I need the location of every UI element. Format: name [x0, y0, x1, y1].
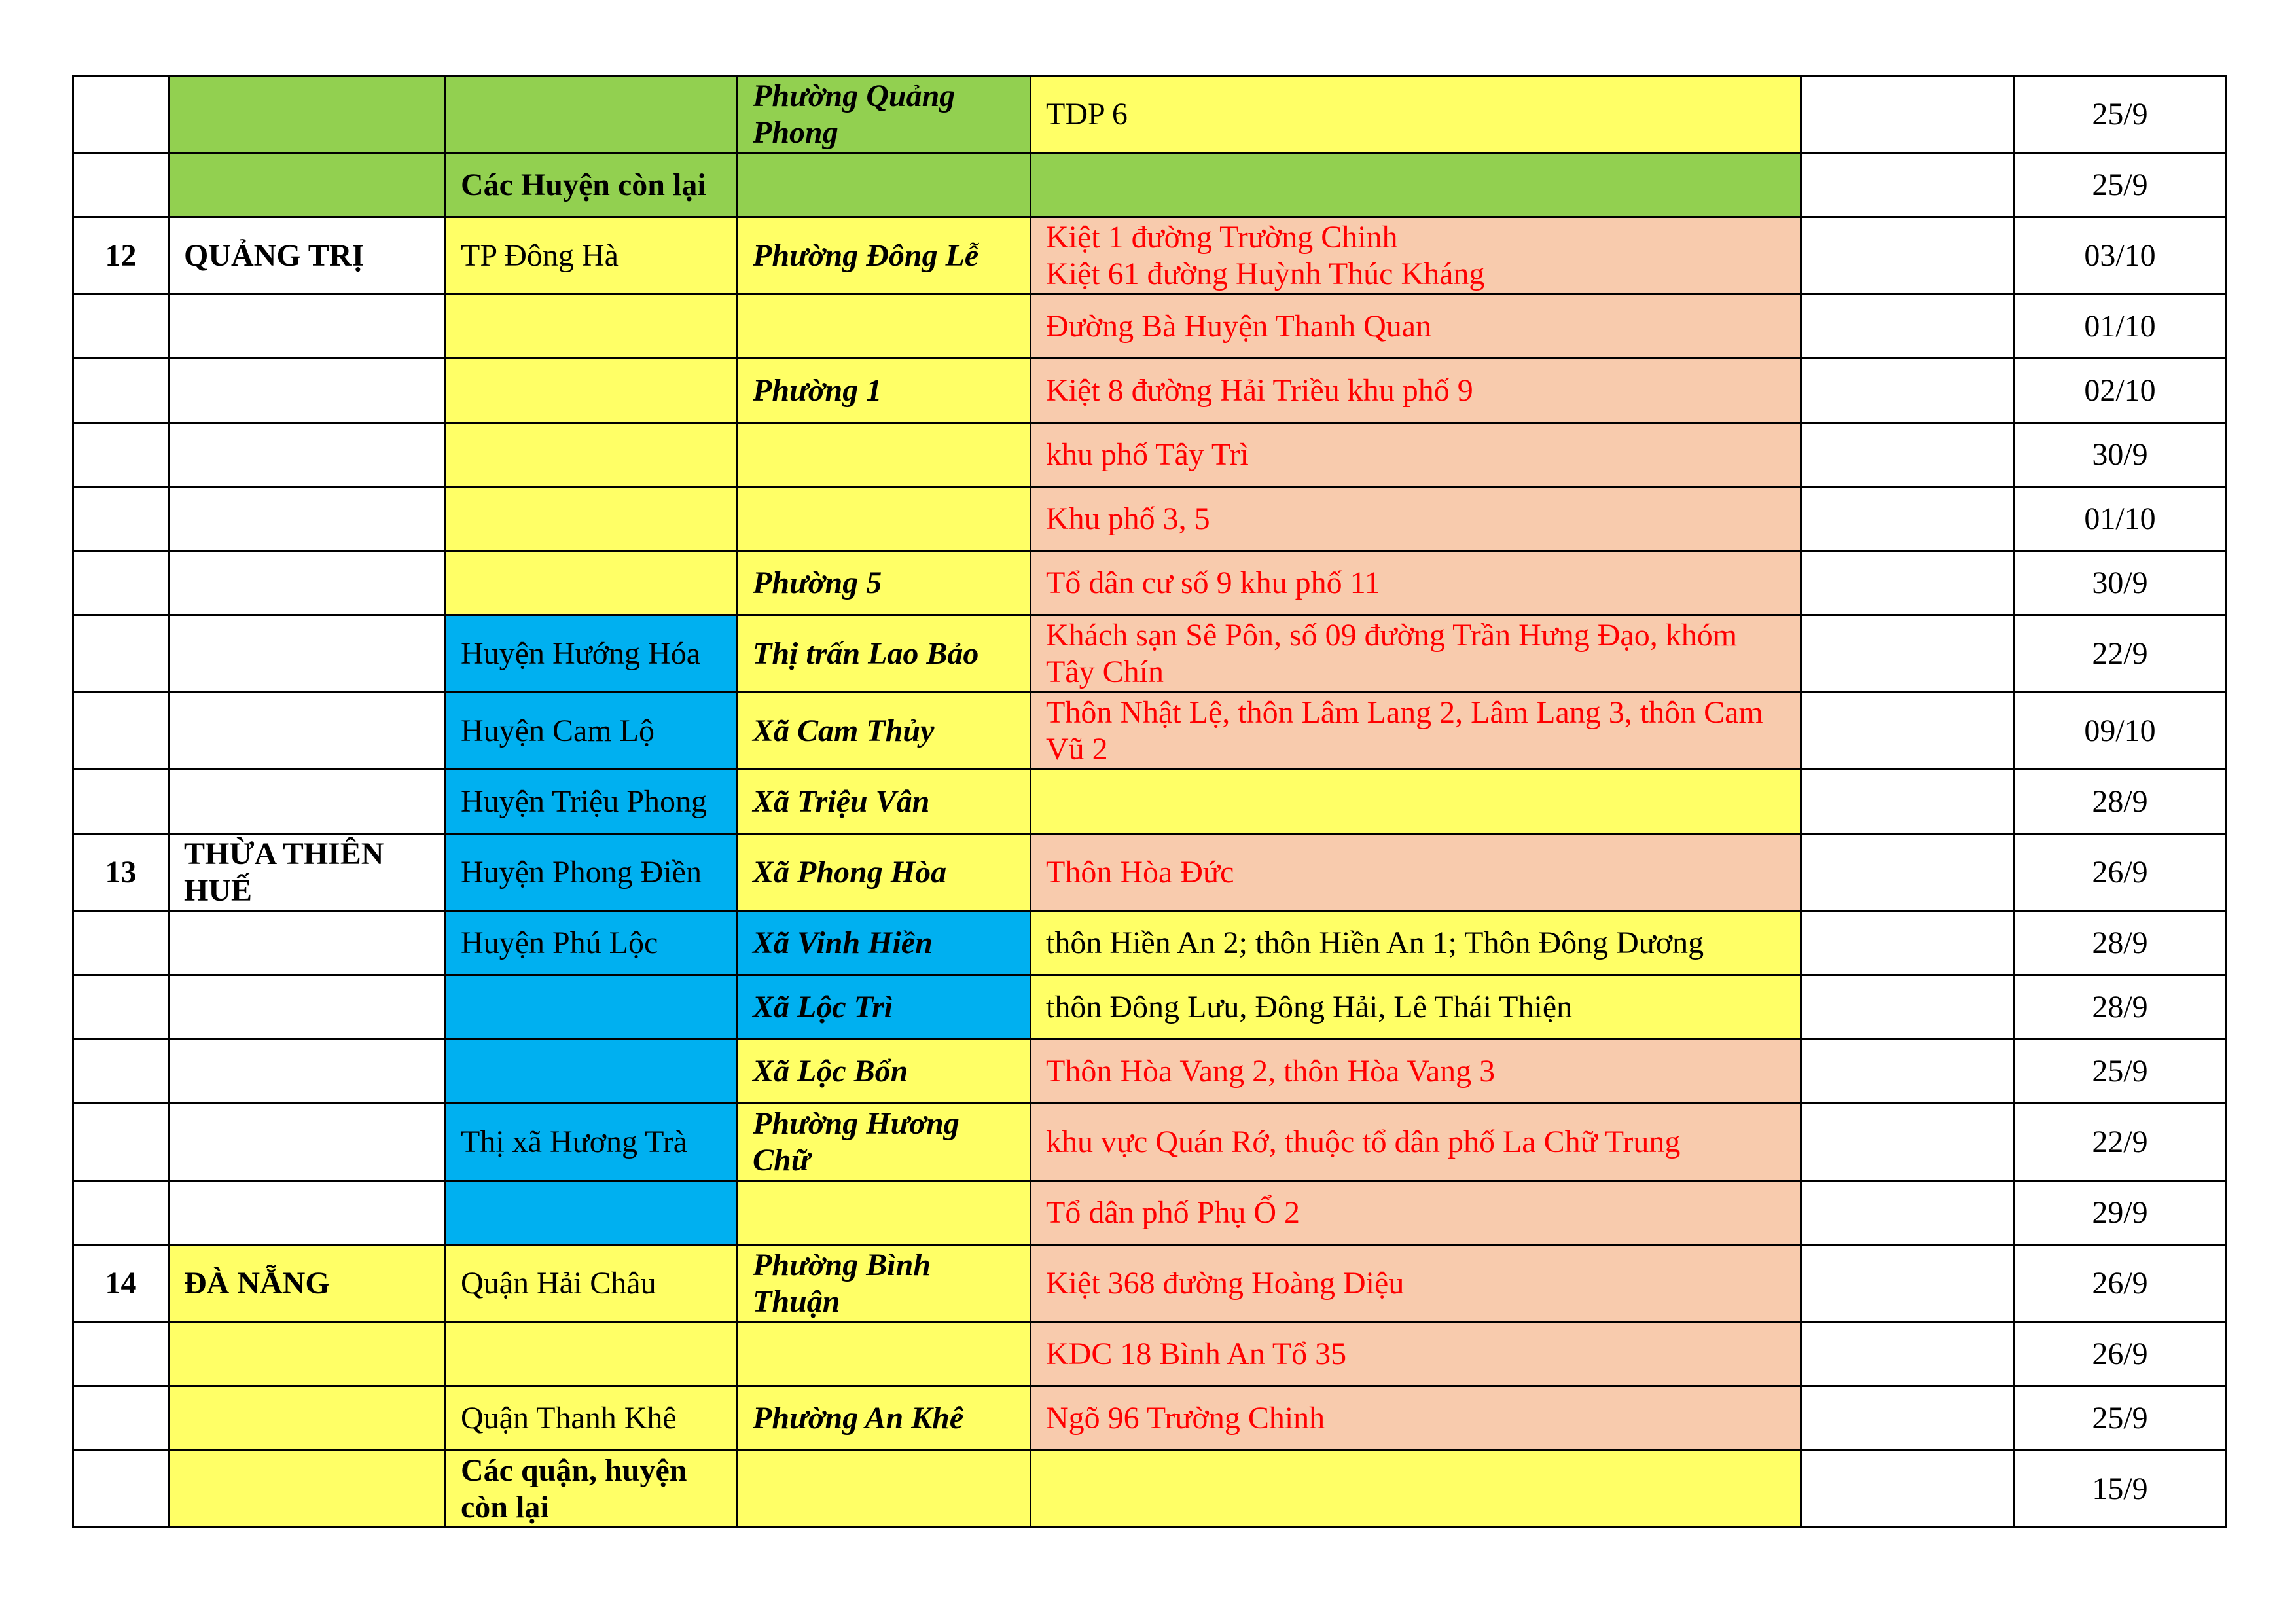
ward-cell: Phường Đông Lễ	[738, 217, 1031, 295]
stt-cell	[73, 1039, 169, 1104]
district-cell	[446, 1039, 738, 1104]
ward-cell: Xã Cam Thủy	[738, 693, 1031, 770]
ward-cell	[738, 295, 1031, 359]
stt-cell	[73, 551, 169, 615]
area-cell	[1031, 1451, 1801, 1528]
area-cell: Kiệt 1 đường Trường Chinh Kiệt 61 đường Huỳnh Thúc Kháng	[1031, 217, 1801, 295]
table-row	[73, 217, 2227, 295]
stt-cell	[73, 1386, 169, 1451]
area-cell: KDC 18 Bình An Tổ 35	[1031, 1322, 1801, 1386]
province-cell	[169, 487, 446, 551]
province-cell	[169, 615, 446, 693]
stt-cell: 14	[73, 1245, 169, 1322]
date-cell: 28/9	[2014, 770, 2227, 834]
area-cell: TDP 6	[1031, 76, 1801, 153]
table-row	[73, 1245, 2227, 1322]
date-cell: 26/9	[2014, 834, 2227, 911]
ward-cell: Xã Lộc Trì	[738, 975, 1031, 1039]
area-cell: Tổ dân phố Phụ Ổ 2	[1031, 1181, 1801, 1245]
stt-cell	[73, 487, 169, 551]
area-cell: Tổ dân cư số 9 khu phố 11	[1031, 551, 1801, 615]
ward-cell	[738, 1181, 1031, 1245]
stt-cell	[73, 1451, 169, 1528]
stt-cell: 12	[73, 217, 169, 295]
district-cell: Huyện Cam Lộ	[446, 693, 738, 770]
area-cell: Khách sạn Sê Pôn, số 09 đường Trần Hưng Đạo, khóm Tây Chín	[1031, 615, 1801, 693]
stt-cell	[73, 1104, 169, 1181]
table-row	[73, 975, 2227, 1039]
ward-cell: Phường An Khê	[738, 1386, 1031, 1451]
stt-cell	[73, 770, 169, 834]
province-cell	[169, 153, 446, 217]
province-cell: QUẢNG TRỊ	[169, 217, 446, 295]
note-cell	[1801, 834, 2014, 911]
stt-cell	[73, 693, 169, 770]
district-cell: Huyện Hướng Hóa	[446, 615, 738, 693]
province-cell	[169, 295, 446, 359]
stt-cell	[73, 76, 169, 153]
area-cell: thôn Hiền An 2; thôn Hiền An 1; Thôn Đông Dương	[1031, 911, 1801, 975]
date-cell: 29/9	[2014, 1181, 2227, 1245]
province-cell	[169, 693, 446, 770]
ward-cell: Xã Vinh Hiền	[738, 911, 1031, 975]
date-cell: 22/9	[2014, 615, 2227, 693]
note-cell	[1801, 1322, 2014, 1386]
district-cell	[446, 1181, 738, 1245]
area-cell: khu vực Quán Rớ, thuộc tổ dân phố La Chữ Trung	[1031, 1104, 1801, 1181]
date-cell: 26/9	[2014, 1322, 2227, 1386]
district-cell: Huyện Phú Lộc	[446, 911, 738, 975]
province-cell	[169, 359, 446, 423]
note-cell	[1801, 1181, 2014, 1245]
note-cell	[1801, 1451, 2014, 1528]
note-cell	[1801, 911, 2014, 975]
stt-cell	[73, 615, 169, 693]
date-cell: 25/9	[2014, 1386, 2227, 1451]
date-cell: 26/9	[2014, 1245, 2227, 1322]
district-cell: Quận Hải Châu	[446, 1245, 738, 1322]
table-row	[73, 423, 2227, 487]
area-cell: Khu phố 3, 5	[1031, 487, 1801, 551]
area-cell: Thôn Hòa Vang 2, thôn Hòa Vang 3	[1031, 1039, 1801, 1104]
ward-cell: Xã Triệu Vân	[738, 770, 1031, 834]
table-row	[73, 295, 2227, 359]
ward-cell	[738, 1451, 1031, 1528]
date-cell: 03/10	[2014, 217, 2227, 295]
stt-cell: 13	[73, 834, 169, 911]
note-cell	[1801, 295, 2014, 359]
note-cell	[1801, 551, 2014, 615]
date-cell: 30/9	[2014, 551, 2227, 615]
province-cell	[169, 1322, 446, 1386]
table-row	[73, 76, 2227, 153]
district-cell: Các Huyện còn lại	[446, 153, 738, 217]
table-row	[73, 911, 2227, 975]
note-cell	[1801, 1245, 2014, 1322]
ward-cell: Phường Hương Chữ	[738, 1104, 1031, 1181]
table-row	[73, 770, 2227, 834]
area-cell: Kiệt 368 đường Hoàng Diệu	[1031, 1245, 1801, 1322]
area-cell: Ngõ 96 Trường Chinh	[1031, 1386, 1801, 1451]
date-cell: 30/9	[2014, 423, 2227, 487]
area-cell	[1031, 153, 1801, 217]
note-cell	[1801, 975, 2014, 1039]
province-cell	[169, 1181, 446, 1245]
ward-cell: Thị trấn Lao Bảo	[738, 615, 1031, 693]
ward-cell: Phường 5	[738, 551, 1031, 615]
note-cell	[1801, 1039, 2014, 1104]
province-cell	[169, 551, 446, 615]
area-cell: Thôn Hòa Đức	[1031, 834, 1801, 911]
table-row	[73, 1039, 2227, 1104]
province-cell	[169, 975, 446, 1039]
ward-cell	[738, 153, 1031, 217]
date-cell: 28/9	[2014, 975, 2227, 1039]
province-cell	[169, 911, 446, 975]
table-row	[73, 1181, 2227, 1245]
stt-cell	[73, 295, 169, 359]
district-cell	[446, 975, 738, 1039]
district-cell: Các quận, huyện còn lại	[446, 1451, 738, 1528]
date-cell: 01/10	[2014, 487, 2227, 551]
stt-cell	[73, 359, 169, 423]
province-cell	[169, 1386, 446, 1451]
note-cell	[1801, 770, 2014, 834]
table-row	[73, 487, 2227, 551]
province-cell	[169, 76, 446, 153]
ward-cell: Phường Bình Thuận	[738, 1245, 1031, 1322]
area-cell: Thôn Nhật Lệ, thôn Lâm Lang 2, Lâm Lang 3, thôn Cam Vũ 2	[1031, 693, 1801, 770]
table-row	[73, 153, 2227, 217]
note-cell	[1801, 217, 2014, 295]
stt-cell	[73, 975, 169, 1039]
district-cell	[446, 76, 738, 153]
district-cell: Huyện Phong Điền	[446, 834, 738, 911]
ward-cell	[738, 1322, 1031, 1386]
area-cell	[1031, 770, 1801, 834]
province-cell: ĐÀ NẴNG	[169, 1245, 446, 1322]
stt-cell	[73, 911, 169, 975]
area-cell: thôn Đông Lưu, Đông Hải, Lê Thái Thiện	[1031, 975, 1801, 1039]
note-cell	[1801, 153, 2014, 217]
table-row	[73, 551, 2227, 615]
table-row	[73, 615, 2227, 693]
note-cell	[1801, 1386, 2014, 1451]
note-cell	[1801, 693, 2014, 770]
province-cell	[169, 1451, 446, 1528]
stt-cell	[73, 1322, 169, 1386]
table-row	[73, 1451, 2227, 1528]
district-cell	[446, 359, 738, 423]
district-cell	[446, 1322, 738, 1386]
ward-cell: Xã Lộc Bổn	[738, 1039, 1031, 1104]
date-cell: 01/10	[2014, 295, 2227, 359]
stt-cell	[73, 153, 169, 217]
district-cell: Huyện Triệu Phong	[446, 770, 738, 834]
note-cell	[1801, 615, 2014, 693]
table-row	[73, 834, 2227, 911]
note-cell	[1801, 487, 2014, 551]
ward-cell: Phường 1	[738, 359, 1031, 423]
ward-cell: Xã Phong Hòa	[738, 834, 1031, 911]
note-cell	[1801, 423, 2014, 487]
table-row	[73, 1386, 2227, 1451]
date-cell: 02/10	[2014, 359, 2227, 423]
covid-zone-table	[72, 75, 2227, 1528]
district-cell	[446, 487, 738, 551]
date-cell: 22/9	[2014, 1104, 2227, 1181]
district-cell: TP Đông Hà	[446, 217, 738, 295]
note-cell	[1801, 1104, 2014, 1181]
date-cell: 25/9	[2014, 1039, 2227, 1104]
ward-cell: Phường Quảng Phong	[738, 76, 1031, 153]
date-cell: 28/9	[2014, 911, 2227, 975]
table-row	[73, 1104, 2227, 1181]
table-row	[73, 359, 2227, 423]
date-cell: 15/9	[2014, 1451, 2227, 1528]
province-cell	[169, 770, 446, 834]
district-cell	[446, 423, 738, 487]
province-cell	[169, 1104, 446, 1181]
province-cell	[169, 1039, 446, 1104]
ward-cell	[738, 487, 1031, 551]
province-cell: THỪA THIÊN HUẾ	[169, 834, 446, 911]
ward-cell	[738, 423, 1031, 487]
stt-cell	[73, 423, 169, 487]
table-row	[73, 693, 2227, 770]
area-cell: khu phố Tây Trì	[1031, 423, 1801, 487]
district-cell	[446, 295, 738, 359]
date-cell: 25/9	[2014, 76, 2227, 153]
stt-cell	[73, 1181, 169, 1245]
district-cell: Quận Thanh Khê	[446, 1386, 738, 1451]
note-cell	[1801, 76, 2014, 153]
note-cell	[1801, 359, 2014, 423]
table-row	[73, 1322, 2227, 1386]
district-cell: Thị xã Hương Trà	[446, 1104, 738, 1181]
date-cell: 09/10	[2014, 693, 2227, 770]
area-cell: Kiệt 8 đường Hải Triều khu phố 9	[1031, 359, 1801, 423]
area-cell: Đường Bà Huyện Thanh Quan	[1031, 295, 1801, 359]
date-cell: 25/9	[2014, 153, 2227, 217]
district-cell	[446, 551, 738, 615]
province-cell	[169, 423, 446, 487]
